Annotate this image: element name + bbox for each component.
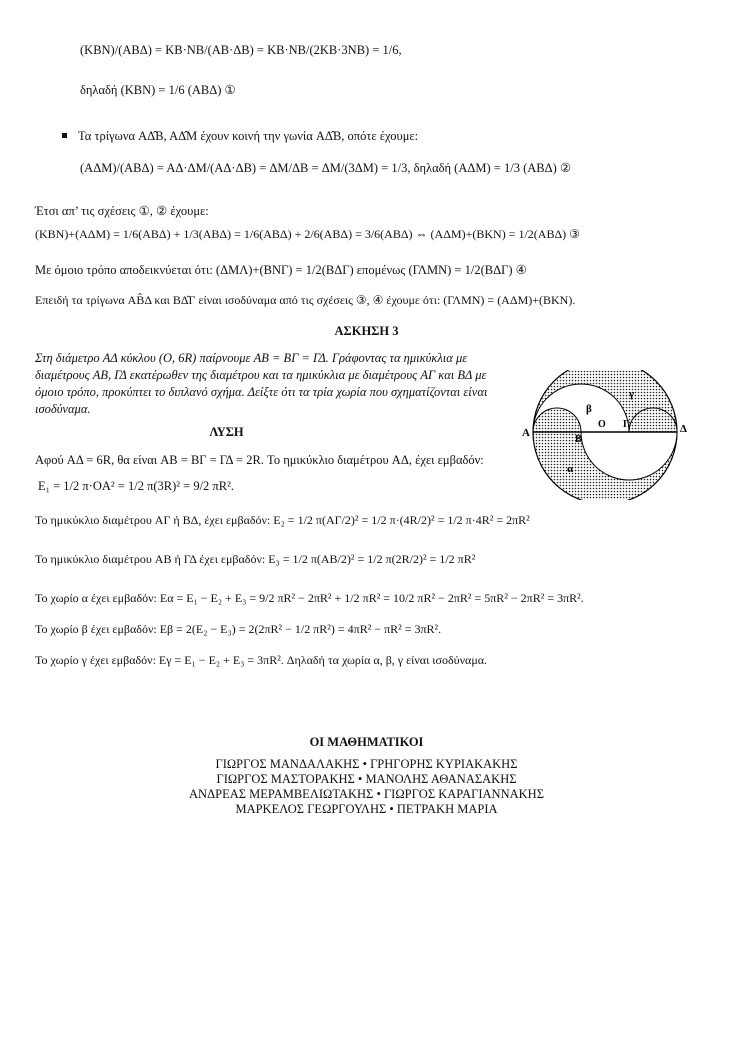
e-beta-formula: Το χωρίο β έχει εμβαδόν: Eβ = 2(E₂ − E₃) = 2(2πR² − 1/2 πR²) = 4πR² − πR² = 3πR². (35, 622, 442, 636)
author-row-1: ΓΙΩΡΓΟΣ ΜΑΝΔΑΛΑΚΗΣ • ΓΡΗΓΟΡΗΣ ΚΥΡΙΑΚΑΚΗΣ (215, 757, 518, 771)
label-O: O (598, 419, 606, 430)
e1-formula: E₁ = 1/2 π·OA² = 1/2 π(3R)² = 9/2 πR². (38, 479, 234, 493)
author-row-3: ΑΝΔΡΕΑΣ ΜΕΡΑΜΒΕΛΙΩΤΑΚΗΣ • ΓΙΩΡΓΟΣ ΚΑΡΑΓΙΑΝΝΑΚΗΣ (189, 787, 544, 801)
circle-figure (520, 370, 700, 500)
e2-formula: Το ημικύκλιο διαμέτρου AΓ ή BΔ, έχει εμβαδόν: E₂ = 1/2 π(AΓ/2)² = 1/2 π·(4R/2)² = 1/2 π·4R² = 2πR² (35, 513, 530, 527)
e3-formula: Το ημικύκλιο διαμέτρου AB ή ΓΔ έχει εμβαδόν: E₃ = 1/2 π(AB/2)² = 1/2 π(2R/2)² = 1/2 πR² (35, 552, 476, 566)
similar-proof-line: Με όμοιο τρόπο αποδεικνύεται ότι: (ΔMΛ)+(BNΓ) = 1/2(BΔΓ) επομένως (ΓΛMN) = 1/2(BΔΓ) ④ (35, 263, 527, 277)
ratio-kbn-equation: (KBN)/(ABΔ) = KB·NB/(AB·ΔB) = KB·NB/(2KB·3NB) = 1/6, (80, 43, 402, 57)
ratio-adm-equation: (AΔM)/(ABΔ) = AΔ·ΔM/(AΔ·ΔB) = ΔM/ΔB = ΔM/(3ΔM) = 1/3, δηλαδή (AΔM) = 1/3 (ABΔ) ② (80, 161, 572, 175)
solution-intro: Αφού AΔ = 6R, θα είναι AB = BΓ = ΓΔ = 2R. Το ημικύκλιο διαμέτρου AΔ, έχει εμβαδόν: (35, 453, 484, 467)
label-alpha: α (567, 463, 574, 475)
problem-statement: Στη διάμετρο AΔ κύκλου (O, 6R) παίρνουμε AB = BΓ = ΓΔ. Γράφοντας τα ημικύκλια με διαμέτρους AB, ΓΔ εκατέρωθεν της διαμέτρου και τα ημικύκλια με διαμέτρους AΓ και BΔ με όμοιο τρόπο, προκύπτει το διπλανό σχήμα. Δείξτε ότι τα τρία χωρία που σχηματίζονται είναι ισοδύναμα. (35, 351, 488, 416)
solution-title: ΛΥΣΗ (209, 425, 244, 439)
triangles-statement: Τα τρίγωνα AΔ̂B, AΔ̂M έχουν κοινή την γωνία AΔ̂B, οπότε έχουμε: (78, 129, 419, 143)
sum-equation: (KBN)+(AΔM) = 1/6(ABΔ) + 1/3(ABΔ) = 1/6(ABΔ) + 2/6(ABΔ) = 3/6(ABΔ) ⇔ (AΔM)+(BKN) = 1/2(ABΔ) ③ (35, 227, 580, 241)
label-D: Δ (680, 423, 687, 435)
conclusion-line: Επειδή τα τρίγωνα AB̂Δ και BΔ̂Γ είναι ισοδύναμα από τις σχέσεις ③, ④ έχουμε ότι: (ΓΛMN) = (AΔM)+(BKN). (35, 293, 576, 307)
exercise-title: ΑΣΚΗΣΗ 3 (334, 324, 399, 338)
e-alpha-formula: Το χωρίο α έχει εμβαδόν: Eα = E₁ − E₂ + E₃ = 9/2 πR² − 2πR² + 1/2 πR² = 10/2 πR² − 2πR² = 5πR² − 2πR² = 3πR². (35, 591, 584, 605)
kbn-result: δηλαδή (KBN) = 1/6 (ABΔ) ① (80, 83, 236, 97)
relations-intro: Έτσι απ’ τις σχέσεις ①, ② έχουμε: (35, 204, 209, 218)
footer-title: ΟΙ ΜΑΘΗΜΑΤΙΚΟΙ (309, 735, 424, 749)
label-beta: β (586, 403, 592, 415)
author-row-4: ΜΑΡΚΕΛΟΣ ΓΕΩΡΓΟΥΛΗΣ • ΠΕΤΡΑΚΗ ΜΑΡΙΑ (235, 802, 498, 816)
bullet-marker (62, 133, 67, 138)
label-A: A (522, 427, 530, 439)
author-row-2: ΓΙΩΡΓΟΣ ΜΑΣΤΟΡΑΚΗΣ • ΜΑΝΟΛΗΣ ΑΘΑΝΑΣΑΚΗΣ (216, 772, 517, 786)
label-gamma: γ (629, 388, 635, 400)
label-G: Γ (623, 419, 630, 430)
label-B: B (575, 434, 582, 445)
e-gamma-formula: Το χωρίο γ έχει εμβαδόν: Eγ = E₁ − E₂ + E₃ = 3πR². Δηλαδή τα χωρία α, β, γ είναι ισοδύναμα. (35, 653, 488, 667)
